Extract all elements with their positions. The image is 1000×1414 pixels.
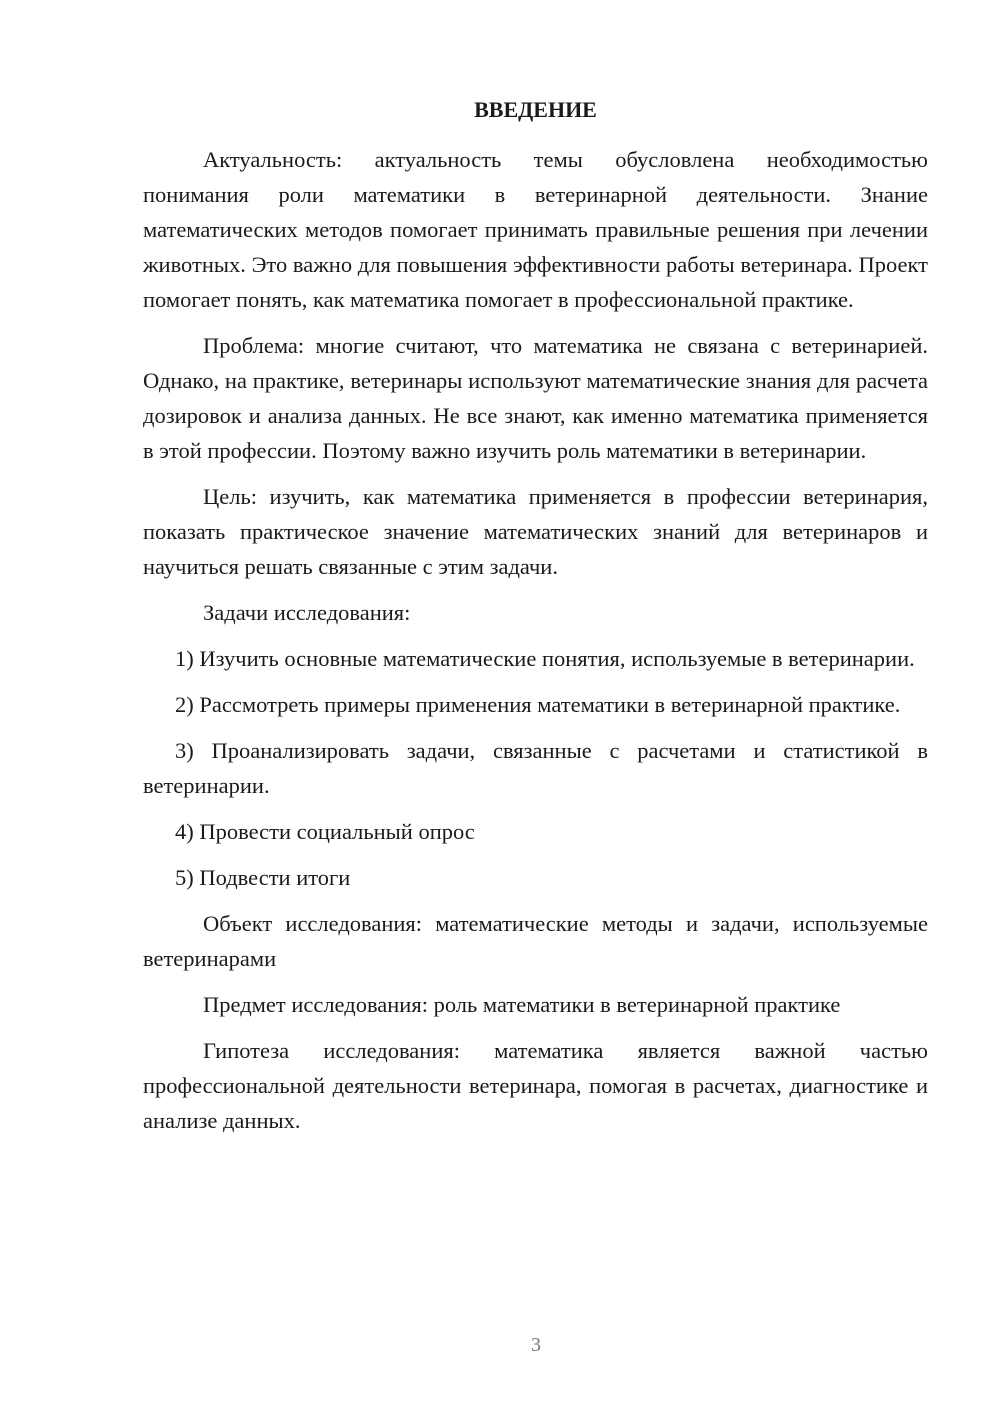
goal-paragraph: Цель: изучить, как математика применяется в профессии ветеринария, показать практическое значение математических знаний для ветеринаров и научиться решать связанные с этим задачи. — [143, 484, 928, 579]
tasks-heading: Задачи исследования: — [203, 600, 411, 625]
list-item: 1) Изучить основные математические понятия, используемые в ветеринарии. — [175, 646, 915, 671]
list-item: 3) Проанализировать задачи, связанные с расчетами и статистикой в ветеринарии. — [143, 738, 928, 798]
list-item: 2) Рассмотреть примеры применения математики в ветеринарной практике. — [175, 692, 901, 717]
list-item: 5) Подвести итоги — [175, 865, 351, 890]
page-number: 3 — [531, 1334, 541, 1356]
relevance-paragraph: Актуальность: актуальность темы обусловлена необходимостью понимания роли математики в ветеринарной деятельности. Знание математических методов помогает принимать правильные решения при лечении животных. Это важно для повышения эффективности работы ветеринара. Проект помогает понять, как математика помогает в профессиональной практике. — [143, 147, 928, 312]
subject-paragraph: Предмет исследования: роль математики в ветеринарной практике — [203, 992, 841, 1017]
object-paragraph: Объект исследования: математические методы и задачи, используемые ветеринарами — [143, 911, 928, 971]
hypothesis-paragraph: Гипотеза исследования: математика является важной частью профессиональной деятельности ветеринара, помогая в расчетах, диагностике и анализе данных. — [143, 1038, 928, 1133]
page-title: ВВЕДЕНИЕ — [474, 97, 597, 122]
problem-paragraph: Проблема: многие считают, что математика не связана с ветеринарией. Однако, на практике, ветеринары используют математические знания для расчета дозировок и анализа данных. Не все знают, как именно математика применяется в этой профессии. Поэтому важно изучить роль математики в ветеринарии. — [143, 333, 928, 463]
document-page — [143, 92, 928, 1149]
list-item: 4) Провести социальный опрос — [175, 819, 475, 844]
